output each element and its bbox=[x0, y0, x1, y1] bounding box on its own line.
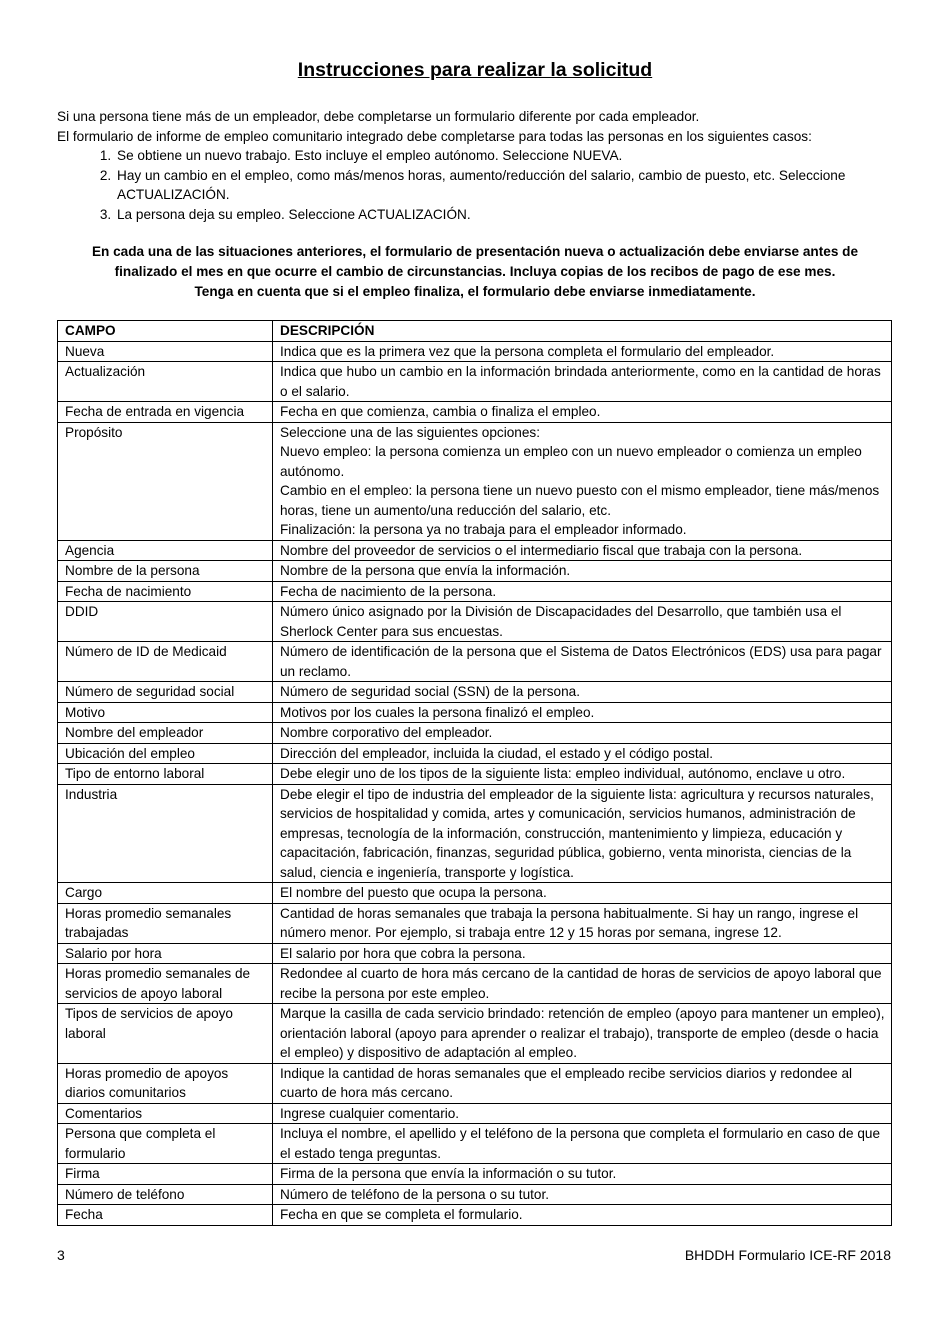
table-header-row bbox=[58, 321, 892, 342]
field-description-cell: Ingrese cualquier comentario. bbox=[273, 1103, 892, 1124]
field-name-cell: Número de seguridad social bbox=[58, 682, 273, 703]
field-description-cell: Firma de la persona que envía la información o su tutor. bbox=[273, 1164, 892, 1185]
page-number: 3 bbox=[57, 1247, 65, 1263]
field-description-cell: Indique la cantidad de horas semanales que el empleado recibe servicios diarios y redondee al cuarto de hora más cercano. bbox=[273, 1063, 892, 1103]
table-row bbox=[58, 743, 892, 764]
table-row bbox=[58, 642, 892, 682]
table-row bbox=[58, 1103, 892, 1124]
table-row bbox=[58, 1063, 892, 1103]
field-description-cell: Redondee al cuarto de hora más cercano de la cantidad de horas de servicios de apoyo laboral que recibe la persona por este empleo. bbox=[273, 964, 892, 1004]
table-row bbox=[58, 943, 892, 964]
field-name-cell: DDID bbox=[58, 602, 273, 642]
field-name-cell: Ubicación del empleo bbox=[58, 743, 273, 764]
field-description-cell: Número de identificación de la persona que el Sistema de Datos Electrónicos (EDS) usa para pagar un reclamo. bbox=[273, 642, 892, 682]
field-name-cell: Número de ID de Medicaid bbox=[58, 642, 273, 682]
field-name-cell: Número de teléfono bbox=[58, 1184, 273, 1205]
notice-line: Tenga en cuenta que si el empleo finaliza, el formulario debe enviarse inmediatamente. bbox=[194, 284, 756, 299]
field-description-cell: Número de teléfono de la persona o su tutor. bbox=[273, 1184, 892, 1205]
table-row bbox=[58, 764, 892, 785]
notice-block bbox=[60, 242, 890, 302]
field-description-cell: Nombre de la persona que envía la información. bbox=[273, 561, 892, 582]
cases-list bbox=[57, 146, 897, 224]
page-title: Instrucciones para realizar la solicitud bbox=[297, 59, 653, 81]
table-row bbox=[58, 964, 892, 1004]
table-row bbox=[58, 682, 892, 703]
field-name-cell: Firma bbox=[58, 1164, 273, 1185]
field-name-cell: Comentarios bbox=[58, 1103, 273, 1124]
intro-section bbox=[57, 107, 897, 224]
table-body bbox=[58, 341, 892, 1225]
header-field: CAMPO bbox=[58, 321, 273, 342]
table-row bbox=[58, 723, 892, 744]
field-name-cell: Fecha bbox=[58, 1205, 273, 1226]
field-description-cell: Dirección del empleador, incluida la ciudad, el estado y el código postal. bbox=[273, 743, 892, 764]
field-name-cell: Fecha de nacimiento bbox=[58, 581, 273, 602]
field-name-cell: Horas promedio de apoyos diarios comunitarios bbox=[58, 1063, 273, 1103]
notice-line: finalizado el mes en que ocurre el cambio de circunstancias. Incluya copias de los recibos de pago de ese mes. bbox=[114, 264, 836, 279]
intro-paragraph: Si una persona tiene más de un empleador, debe completarse un formulario diferente por cada empleador. bbox=[57, 109, 700, 124]
field-name-cell: Agencia bbox=[58, 540, 273, 561]
field-name-cell: Tipos de servicios de apoyo laboral bbox=[58, 1004, 273, 1064]
field-description-cell: Cantidad de horas semanales que trabaja la persona habitualmente. Si hay un rango, ingrese el número menor. Por ejemplo, si trabaja entre 12 y 15 horas por semana, ingrese 12. bbox=[273, 903, 892, 943]
field-name-cell: Horas promedio semanales trabajadas bbox=[58, 903, 273, 943]
field-description-cell: El nombre del puesto que ocupa la persona. bbox=[273, 883, 892, 904]
field-name-cell: Industria bbox=[58, 784, 273, 883]
field-description-cell: El salario por hora que cobra la persona. bbox=[273, 943, 892, 964]
field-description-cell: Nombre del proveedor de servicios o el intermediario fiscal que trabaja con la persona. bbox=[273, 540, 892, 561]
field-description-cell: Número de seguridad social (SSN) de la persona. bbox=[273, 682, 892, 703]
table-row bbox=[58, 362, 892, 402]
field-name-cell: Nombre de la persona bbox=[58, 561, 273, 582]
list-item: 1. Se obtiene un nuevo trabajo. Esto incluye el empleo autónomo. Seleccione NUEVA. bbox=[115, 146, 897, 166]
table-row bbox=[58, 561, 892, 582]
field-name-cell: Motivo bbox=[58, 702, 273, 723]
field-description-cell: Indica que es la primera vez que la persona completa el formulario del empleador. bbox=[273, 341, 892, 362]
field-description-cell: Motivos por los cuales la persona finalizó el empleo. bbox=[273, 702, 892, 723]
table-row bbox=[58, 903, 892, 943]
document-label: BHDDH Formulario ICE-RF 2018 bbox=[684, 1247, 891, 1263]
table-row bbox=[58, 402, 892, 423]
description-line: Nuevo empleo: la persona comienza un empleo con un nuevo empleador o comienza un empleo autónomo. bbox=[280, 444, 862, 479]
table-row bbox=[58, 540, 892, 561]
field-name-cell: Tipo de entorno laboral bbox=[58, 764, 273, 785]
table-row bbox=[58, 1184, 892, 1205]
field-name-cell: Propósito bbox=[58, 422, 273, 540]
intro-paragraph: El formulario de informe de empleo comunitario integrado debe completarse para todas las personas en los siguientes casos: bbox=[57, 128, 812, 144]
table-row bbox=[58, 883, 892, 904]
field-description-cell: Indica que hubo un cambio en la información brindada anteriormente, como en la cantidad de horas o el salario. bbox=[273, 362, 892, 402]
description-line: Finalización: la persona ya no trabaja para el empleador informado. bbox=[280, 522, 687, 537]
table-row bbox=[58, 1164, 892, 1185]
field-name-cell: Fecha de entrada en vigencia bbox=[58, 402, 273, 423]
field-description-cell: Debe elegir uno de los tipos de la siguiente lista: empleo individual, autónomo, enclave u otro. bbox=[273, 764, 892, 785]
table-row bbox=[58, 581, 892, 602]
table-row bbox=[58, 1205, 892, 1226]
notice-line: En cada una de las situaciones anteriores, el formulario de presentación nueva o actualización debe enviarse antes de bbox=[91, 244, 859, 259]
table-row bbox=[58, 1124, 892, 1164]
field-description-cell bbox=[273, 422, 892, 540]
fields-table bbox=[57, 320, 892, 1226]
field-description-cell: Marque la casilla de cada servicio brindado: retención de empleo (apoyo para mantener un empleo), orientación laboral (apoyo para aprender o realizar el trabajo), transporte de empleo (desde o hacia el empleo) y dispositivo de adaptación al empleo. bbox=[273, 1004, 892, 1064]
field-name-cell: Nueva bbox=[58, 341, 273, 362]
field-description-cell: Incluya el nombre, el apellido y el teléfono de la persona que completa el formulario en caso de que el estado tenga preguntas. bbox=[273, 1124, 892, 1164]
table-row bbox=[58, 422, 892, 540]
field-name-cell: Horas promedio semanales de servicios de apoyo laboral bbox=[58, 964, 273, 1004]
header-description: DESCRIPCIÓN bbox=[273, 321, 892, 342]
field-description-cell: Número único asignado por la División de Discapacidades del Desarrollo, que también usa el Sherlock Center para sus encuestas. bbox=[273, 602, 892, 642]
table-row bbox=[58, 341, 892, 362]
field-description-cell: Nombre corporativo del empleador. bbox=[273, 723, 892, 744]
description-line: Seleccione una de las siguientes opciones: bbox=[280, 424, 540, 440]
list-item: 2. Hay un cambio en el empleo, como más/menos horas, aumento/reducción del salario, cambio de puesto, etc. Seleccione ACTUALIZACIÓN. bbox=[115, 166, 897, 205]
description-line: Cambio en el empleo: la persona tiene un nuevo puesto con el mismo empleador, tiene más/menos horas, tiene un aumento/una reducción del salario, etc. bbox=[280, 483, 880, 518]
table-row bbox=[58, 784, 892, 883]
field-description-cell: Fecha de nacimiento de la persona. bbox=[273, 581, 892, 602]
field-name-cell: Nombre del empleador bbox=[58, 723, 273, 744]
table-row bbox=[58, 602, 892, 642]
field-description-cell: Fecha en que se completa el formulario. bbox=[273, 1205, 892, 1226]
table-row bbox=[58, 1004, 892, 1064]
field-name-cell: Salario por hora bbox=[58, 943, 273, 964]
field-name-cell: Persona que completa el formulario bbox=[58, 1124, 273, 1164]
field-name-cell: Cargo bbox=[58, 883, 273, 904]
field-description-cell: Debe elegir el tipo de industria del empleador de la siguiente lista: agricultura y recursos naturales, servicios de hospitalidad y comida, artes y comunicación, servicios humanos, administración de empresas, tecnología de la información, construcción, mantenimiento y limpieza, educación y capacitación, fabricación, finanzas, seguridad pública, gobierno, venta minorista, ciencias de la salud, ciencia e ingeniería, transporte y logística. bbox=[273, 784, 892, 883]
field-name-cell: Actualización bbox=[58, 362, 273, 402]
table-row bbox=[58, 702, 892, 723]
field-description-cell: Fecha en que comienza, cambia o finaliza el empleo. bbox=[273, 402, 892, 423]
list-item: 3. La persona deja su empleo. Seleccione ACTUALIZACIÓN. bbox=[115, 205, 897, 225]
